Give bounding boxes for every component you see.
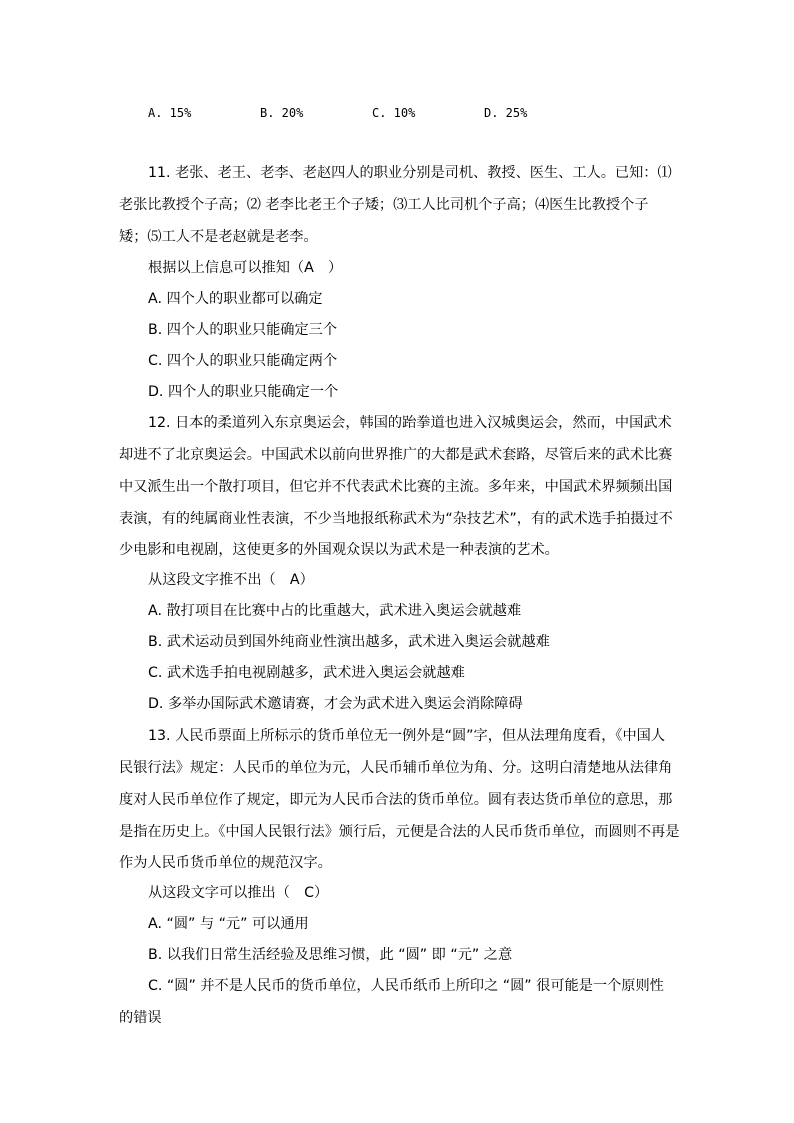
q12-option-a: A. 散打项目在比赛中占的比重越大，武术进入奥运会就越难 [148, 603, 522, 619]
q11-prompt: 根据以上信息可以推知（A ） [148, 260, 343, 276]
q11-option-d: D. 四个人的职业只能确定一个 [148, 384, 339, 400]
option-b-20: B. 20% [260, 106, 304, 120]
q11-stem-line: 11. 老张、老王、老李、老赵四人的职业分别是司机、教授、医生、工人。已知：⑴ [148, 165, 672, 181]
option-c-10: C. 10% [372, 106, 416, 120]
q11-option-b: B. 四个人的职业只能确定三个 [148, 322, 338, 338]
q11-option-a: A. 四个人的职业都可以确定 [148, 291, 323, 307]
q13-stem-line: 13. 人民币票面上所标示的货币单位无一例外是“圆”字，但从法理角度看，《中国人 [148, 728, 666, 744]
q11-stem-line: 矮；⑸工人不是老赵就是老李。 [119, 229, 318, 245]
q13-stem-line: 民银行法》规定：人民币的单位为元，人民币辅币单位为角、分。这明白清楚地从法律角 [119, 760, 673, 776]
option-d-25: D. 25% [484, 106, 528, 120]
q11-stem-line: 老张比教授个子高；⑵ 老李比老王个子矮；⑶工人比司机个子高；⑷医生比教授个子 [119, 197, 649, 213]
q13-stem-line: 是指在历史上。《中国人民银行法》颁行后，元便是合法的人民币货币单位，而圆则不再是 [119, 824, 680, 840]
option-a-15: A. 15% [148, 106, 192, 120]
q12-stem-line: 表演，有的纯属商业性表演，不少当地报纸称武术为“杂技艺术”，有的武术选手拍摄过不 [119, 511, 673, 527]
q13-stem-line: 作为人民币货币单位的规范汉字。 [119, 855, 332, 871]
q12-option-d: D. 多举办国际武术邀请赛，才会为武术进入奥运会消除障碍 [148, 696, 523, 712]
q13-option-c-continued: 的错误 [119, 1010, 162, 1026]
q13-option-b: B. 以我们日常生活经验及思维习惯，此 “圆” 即 “元” 之意 [148, 947, 513, 963]
q12-stem-line: 12. 日本的柔道列入东京奥运会，韩国的跆拳道也进入汉城奥运会，然而，中国武术 [148, 415, 672, 431]
q12-prompt: 从这段文字推不出（ A） [148, 572, 314, 588]
q11-option-c: C. 四个人的职业只能确定两个 [148, 353, 338, 369]
q12-option-c: C. 武术选手拍电视剧越多，武术进入奥运会就越难 [148, 665, 465, 681]
q13-option-c: C. “圆” 并不是人民币的货币单位，人民币纸币上所印之 “圆” 很可能是一个原则性 [148, 978, 664, 994]
q13-stem-line: 度对人民币单位作了规定，即元为人民币合法的货币单位。圆有表达货币单位的意思，那 [119, 792, 673, 808]
q13-prompt: 从这段文字可以推出（ C） [148, 885, 329, 901]
q12-option-b: B. 武术运动员到国外纯商业性演出越多，武术进入奥运会就越难 [148, 634, 550, 650]
q12-stem-line: 却进不了北京奥运会。中国武术以前向世界推广的大都是武术套路，尽管后来的武术比赛 [119, 447, 673, 463]
q13-option-a: A. “圆” 与 “元” 可以通用 [148, 916, 309, 932]
q12-stem-line: 少电影和电视剧，这使更多的外国观众误以为武术是一种表演的艺术。 [119, 542, 559, 558]
q12-stem-line: 中又派生出一个散打项目，但它并不代表武术比赛的主流。多年来，中国武术界频频出国 [119, 479, 673, 495]
